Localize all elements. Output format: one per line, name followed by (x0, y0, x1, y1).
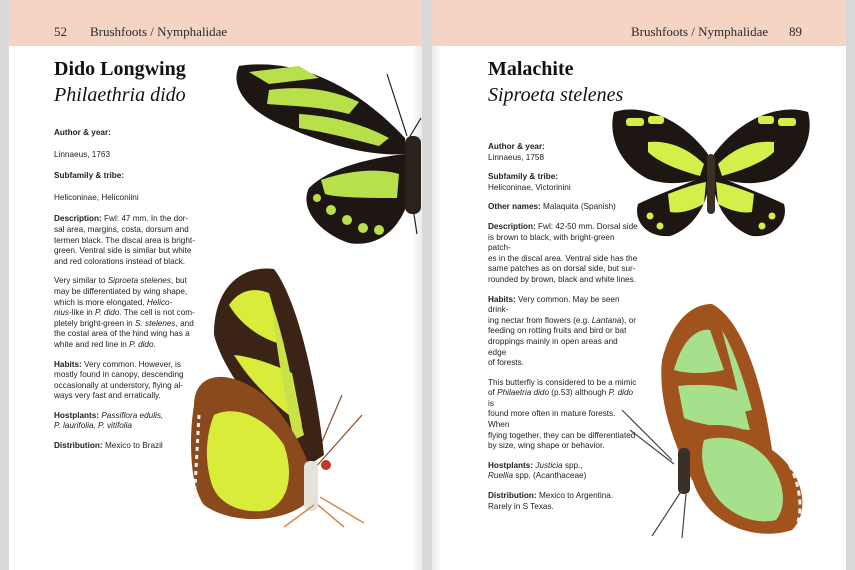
running-head: Brushfoots / Nymphalidae (90, 24, 228, 39)
author-label: Author & year: (54, 128, 111, 137)
malachite-ventral-photo (612, 300, 812, 540)
page-number: 89 (789, 24, 802, 39)
species-scientific-name: Philaethria dido (54, 84, 186, 106)
author-value: Linnaeus, 1763 (54, 149, 110, 159)
dido-longwing-dorsal-photo (229, 58, 422, 248)
distribution-paragraph: Distribution: Mexico to Brazil (54, 441, 163, 451)
subfamily-value: Heliconinae, Heliconiini (54, 192, 139, 202)
right-page (432, 0, 846, 570)
habits-paragraph: Habits: Very common. However, is mostly found in canopy, descending occasionally at understory, flying al- ways very fast and erratically. (54, 359, 184, 401)
description-paragraph: Description: Fwl: 42-50 mm. Dorsal side is brown to black, with bright-green patch- es in the discal area. Ventral side has the same patches as on dorsal side, but sur- rounded by brown, black and white lines. (488, 221, 638, 284)
subfamily-block: Subfamily & tribe: Heliconinae, Victorinini (488, 172, 571, 192)
author-block: Author & year: Linnaeus, 1758 (488, 142, 545, 162)
species-common-name: Dido Longwing (54, 58, 186, 80)
running-head: Brushfoots / Nymphalidae (631, 24, 769, 39)
distribution-paragraph: Distribution: Mexico to Argentina. Rarely in S Texas. (488, 491, 614, 511)
running-header (432, 0, 846, 46)
subfamily-label: Subfamily & tribe: (54, 171, 125, 181)
description-paragraph: Description: Fwl: 47 mm. In the dor- sal area, margins, costa, dorsum and termen black. The discal area is bright- green. Ventral side is similar but white and red colorations instead of black. (54, 214, 195, 266)
hostplants-paragraph: Hostplants: Justicia spp., Ruellia spp. (Acanthaceae) (488, 460, 587, 481)
species-common-name: Malachite (488, 58, 574, 80)
malachite-dorsal-photo (608, 104, 814, 244)
hostplants-paragraph: Hostplants: Passiflora edulis, P. laurifolia, P. vitifolia (54, 410, 164, 431)
gutter-shadow (432, 0, 442, 570)
mimicry-paragraph: This butterfly is considered to be a mimic of Philaetria dido (p.53) although P. dido is found more often in mature forests. When flying together, they can be differentiated by size, wing shape or behavior. (488, 377, 637, 451)
species-scientific-name: Siproeta stelenes (488, 84, 624, 106)
similarity-paragraph: Very similar to Siproeta stelenes, but may be differentiated by wing shape, which is more elongated, Helico- nius-like in P. dido. The cell is not com- pletely bright-green in S. stelenes, and the costal area of the hind wing has a white and red line in P. dido. (54, 276, 195, 349)
dido-longwing-ventral-photo (174, 265, 369, 530)
habits-paragraph: Habits: Very common. May be seen drink- ing nectar from flowers (e.g. Lantana), or feeding on rotting fruits and bird or bat droppings mainly in open areas and edge of forests. (488, 294, 636, 368)
left-page (9, 0, 422, 570)
running-header (9, 0, 422, 46)
page-number: 52 (54, 24, 67, 39)
other-names-paragraph: Other names: Malaquita (Spanish) (488, 202, 616, 212)
